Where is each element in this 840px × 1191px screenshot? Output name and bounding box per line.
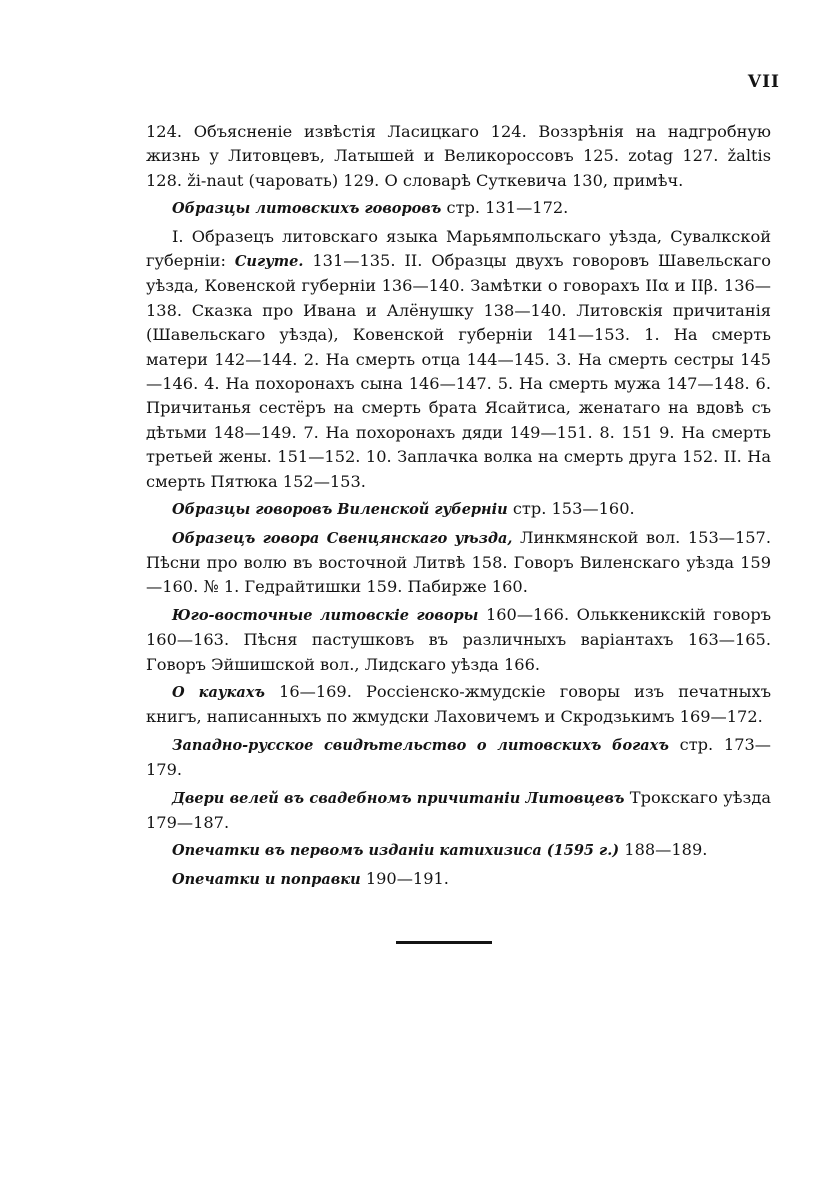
section-heading: Юго-восточные литовскіе говоры xyxy=(172,606,479,624)
section-text: стр. 153—160. xyxy=(507,499,635,519)
section-heading: Сигуте. xyxy=(234,253,304,271)
toc-paragraph-7 xyxy=(146,680,771,730)
section-text: 160—166. Ольккеникскій говоръ 160—163. Пѣсня пастушковъ въ различныхъ варіантахъ 163—165. Говоръ Эйшишской вол., Лидскаго уѣзда 166. xyxy=(146,604,771,674)
toc-paragraph-3 xyxy=(146,225,771,494)
section-text: 16—169. Россіенско-жмудскіе говоры изъ печатныхъ книгъ, написанныхъ по жмудски Лаховичемъ и Скродзькимъ 169—172. xyxy=(146,681,771,727)
section-heading: Образцы литовскихъ говоровъ xyxy=(172,200,442,218)
toc-paragraph-1: 124. Объясненіе извѣстія Ласицкаго 124. Воззрѣнія на надгробную жизнь у Литовцевъ, Латышей и Великороссовъ 125. zotag 127. žaltis 128. ži-naut (чаровать) 129. О словарѣ Суткевича 130, примѣч. xyxy=(146,122,771,190)
table-of-contents xyxy=(146,120,771,895)
closing-rule xyxy=(396,941,492,944)
section-text: стр. 173—179. xyxy=(146,734,771,780)
section-text: I. Образецъ литовскаго языка Марьямпольскаго уѣзда, Сувалкской губерніи: xyxy=(146,226,771,271)
toc-paragraph-10 xyxy=(146,838,771,863)
page-number: VII xyxy=(747,72,780,92)
section-text: 190—191. xyxy=(360,868,449,888)
toc-paragraph-2 xyxy=(146,196,771,221)
toc-paragraph-4 xyxy=(146,497,771,522)
toc-paragraph-9 xyxy=(146,786,771,836)
toc-paragraph-8 xyxy=(146,733,771,783)
section-heading: Опечатки и поправки xyxy=(172,870,361,888)
section-heading: Западно-русское свидѣтельство о литовскихъ богахъ xyxy=(172,736,669,754)
toc-paragraph-6 xyxy=(146,603,771,677)
section-text: Трокскаго уѣзда 179—187. xyxy=(146,787,771,832)
toc-paragraph-5 xyxy=(146,526,771,600)
section-text: стр. 131—172. xyxy=(441,198,569,218)
section-text: Линкмянской вол. 153—157. Пѣсни про волю въ восточной Литвѣ 158. Говоръ Виленскаго уѣзда 159—160. № 1. Гедрайтишки 159. Пабирже 160. xyxy=(146,527,771,597)
section-heading: Опечатки въ первомъ изданіи катихизиса (1595 г.) xyxy=(172,842,620,860)
section-text: 188—189. xyxy=(619,840,708,860)
section-heading: О каукахъ xyxy=(172,683,265,701)
section-heading: Двери велей въ свадебномъ причитаніи Литовцевъ xyxy=(172,789,625,807)
section-heading: Образцы говоровъ Виленской губерніи xyxy=(172,501,508,519)
section-heading: Образецъ говора Свенцянскаго уѣзда, xyxy=(172,529,513,547)
toc-paragraph-11 xyxy=(146,867,771,892)
section-text: 131—135. II. Образцы двухъ говоровъ Шавельскаго уѣзда, Ковенской губерніи 136—140. Замѣтки о говорахъ IIα и IIβ. 136—138. Сказка про Ивана и Алёнушку 138—140. Литовскія причитанія (Шавельскаго уѣзда), Ковенской губерніи 141—153. 1. На смерть матери 142—144. 2. На смерть отца 144—145. 3. На смерть сестры 145—146. 4. На похоронахъ сына 146—147. 5. На смерть мужа 147—148. 6. Причитанья сестёръ на смерть брата Ясайтиса, женатаго на вдовѣ съ дѣтьми 148—149. 7. На похоронахъ дяди 149—151. 8. 151 9. На смерть третьей жены. 151—152. 10. Заплачка волка на смерть друга 152. II. На смерть Пятюка 152—153. xyxy=(146,251,771,491)
